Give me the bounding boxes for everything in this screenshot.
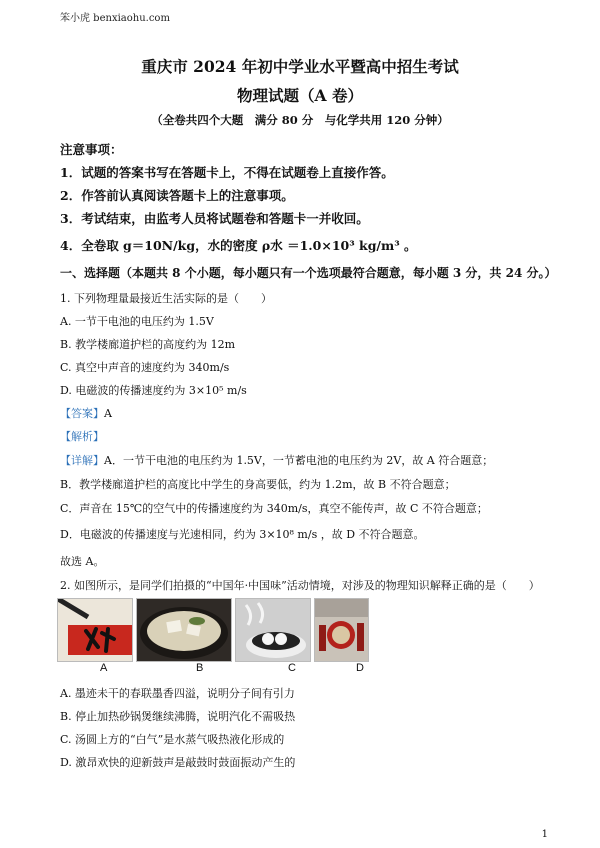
drum-photo (314, 598, 369, 662)
paper-title: 物理试题（A 卷） (237, 86, 363, 105)
answer-value: A (104, 407, 112, 420)
calligraphy-photo (57, 598, 133, 662)
question-2-stem: 2. 如图所示，是同学们拍摄的“中国年·中国味”活动情境，对涉及的物理知识解释正确的是（ ） (60, 579, 540, 592)
conclusion: 故选 A。 (60, 555, 105, 568)
detail-line: B．教学楼廊道护栏的高度比中学生的身高要低，约为 1.2m，故 B 不符合题意； (60, 478, 456, 491)
question-2-option: D. 激昂欢快的迎新鼓声是敲鼓时鼓面振动产生的 (60, 756, 296, 769)
notes-heading: 注意事项： (60, 142, 123, 157)
detail-line: C．声音在 15℃的空气中的传播速度约为 340m/s，真空不能传声，故 C 不符合题意； (60, 502, 488, 515)
question-1-stem: 1. 下列物理量最接近生活实际的是（ ） (60, 292, 272, 305)
answer-line (60, 405, 112, 421)
watermark: 笨小虎 benxiaohu.com (60, 13, 170, 24)
detail-line: D．电磁波的传播速度与光速相同，约为 3×10⁸ m/s ，故 D 不符合题意。 (60, 528, 425, 541)
image-label-a: A (100, 662, 108, 674)
question-2-images (57, 598, 367, 660)
page-number: 1 (541, 829, 548, 840)
question-2-option: C. 汤圆上方的“白气”是水蒸气吸热液化形成的 (60, 733, 285, 746)
note-item: 2．作答前认真阅读答题卡上的注意事项。 (60, 188, 294, 203)
analysis-tag: 【解析】 (60, 430, 104, 443)
note-item: 3．考试结束，由监考人员将试题卷和答题卡一并收回。 (60, 211, 369, 226)
answer-tag: 【答案】 (60, 407, 104, 420)
detail-line (60, 452, 493, 468)
question-1-option: D. 电磁波的传播速度约为 3×10⁵ m/s (60, 384, 247, 397)
note-item: 4．全卷取 g＝10N/kg，水的密度 ρ水 ＝1.0×10³ kg/m³ 。 (60, 238, 417, 253)
image-label-c: C (288, 662, 296, 674)
detail-text: A．一节干电池的电压约为 1.5V，一节蓄电池的电压约为 2V，故 A 符合题意； (104, 454, 494, 467)
tangyuan-photo (235, 598, 311, 662)
clay-pot-photo (136, 598, 232, 662)
image-label-d: D (356, 662, 364, 674)
note-item: 1．试题的答案书写在答题卡上，不得在试题卷上直接作答。 (60, 165, 394, 180)
question-2-option: A. 墨迹未干的春联墨香四溢，说明分子间有引力 (60, 687, 295, 700)
question-2-option: B. 停止加热砂锅煲继续沸腾，说明汽化不需吸热 (60, 710, 296, 723)
detail-tag: 【详解】 (60, 454, 104, 467)
question-1-option: C. 真空中声音的速度约为 340m/s (60, 361, 230, 374)
paper-subtitle: （全卷共四个大题 满分 80 分 与化学共用 120 分钟） (151, 113, 449, 127)
image-label-b: B (196, 662, 204, 674)
question-1-option: A. 一节干电池的电压约为 1.5V (60, 315, 214, 328)
question-1-option: B. 教学楼廊道护栏的高度约为 12m (60, 338, 236, 351)
section-heading: 一、选择题（本题共 8 个小题，每小题只有一个选项最符合题意，每小题 3 分，共 24 分。） (60, 266, 557, 280)
exam-title: 重庆市 2024 年初中学业水平暨高中招生考试 (141, 57, 459, 76)
